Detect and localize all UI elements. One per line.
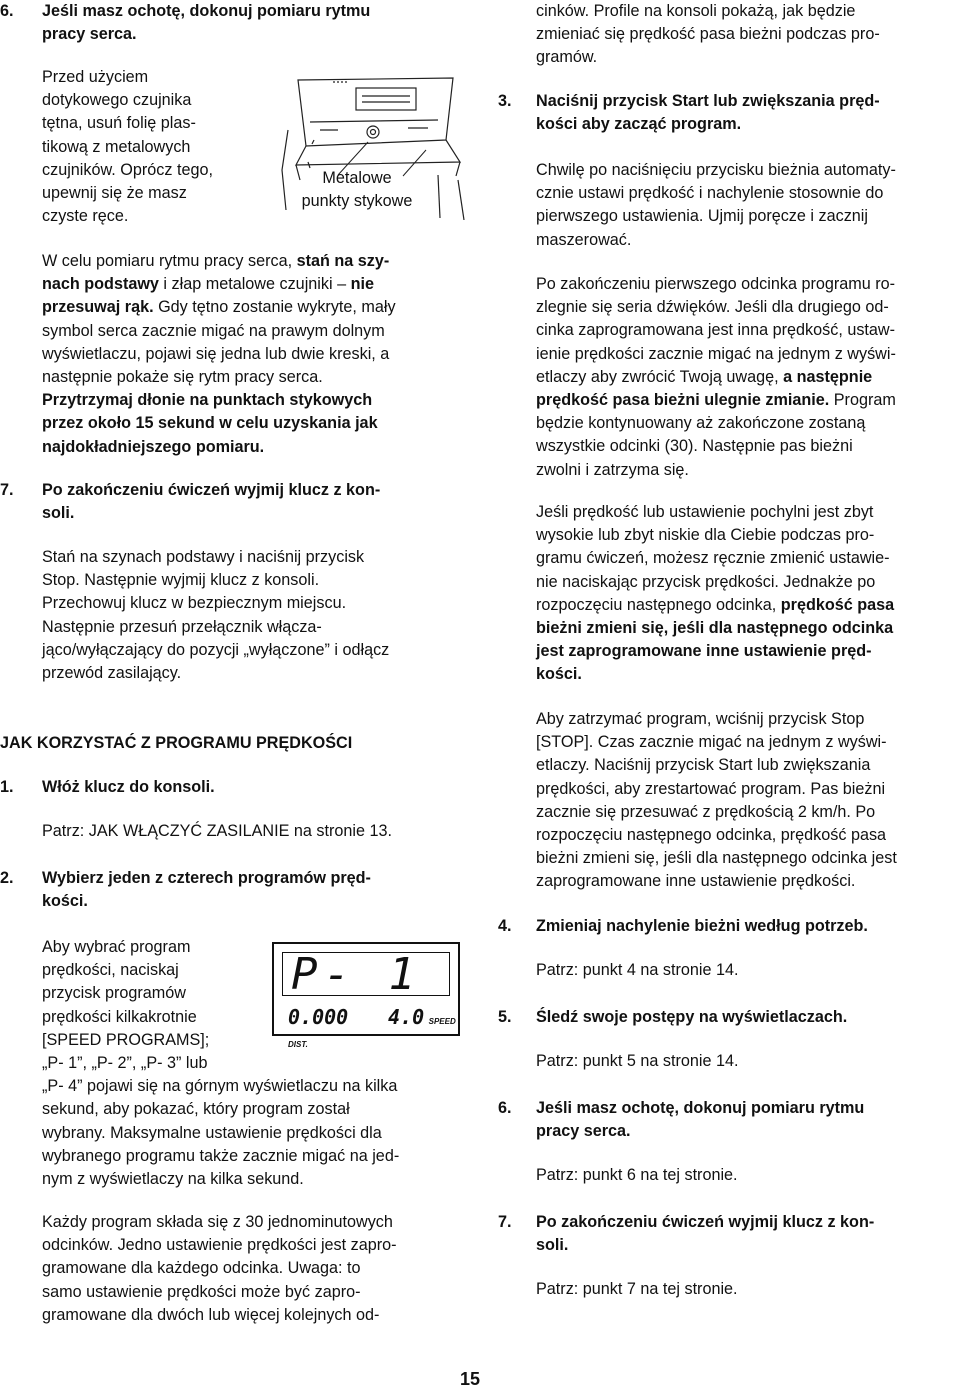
step-3-title-line: kości aby zacząć program. <box>536 115 742 134</box>
step-7-title <box>536 1211 874 1257</box>
text-line: jąco/wyłączający do pozycji „wyłączone” i odłącz <box>42 640 390 659</box>
text-line: etlaczy. Naciśnij przycisk Start lub zwiększania <box>536 756 871 775</box>
after-workout-instructions <box>42 546 389 685</box>
text-line: będzie kontynuowany aż zakończone zostaną <box>536 414 866 433</box>
bold-span: nie <box>350 275 374 294</box>
program-segments-note <box>42 1211 397 1327</box>
step-2-title-line: kości. <box>42 892 88 911</box>
item-6-title-line: pracy serca. <box>42 25 137 44</box>
bold-span: nach podstawy <box>42 275 159 294</box>
text-line <box>536 366 896 389</box>
text-line: wybranego programu także zacznie migać na jed- <box>42 1146 400 1165</box>
text-line: ienie prędkości zacznie migać na jednym z wyświ- <box>536 344 896 363</box>
text-line: jest zaprogramowane inne ustawienie pręd- <box>536 642 872 661</box>
text-line: następnie pokaże się rytm pracy serca. <box>42 368 323 387</box>
text-line: Każdy program składa się z 30 jednominutowych <box>42 1213 393 1231</box>
lcd-speed-value: 4.0 <box>388 1005 425 1029</box>
text-line: Aby zatrzymać program, wciśnij przycisk Stop <box>536 710 865 728</box>
text-line: Przytrzymaj dłonie na punktach stykowych <box>42 391 373 410</box>
step-4-title: Zmieniaj nachylenie bieżni według potrzeb. <box>536 917 868 935</box>
heart-rate-instructions <box>42 250 396 459</box>
lcd-speed <box>388 1004 460 1030</box>
step-7-number: 7. <box>498 1213 512 1231</box>
text-line <box>42 250 396 273</box>
text-line: tikową z metalowych <box>42 137 191 156</box>
text-line: „P- 4” pojawi się na górnym wyświetlaczu na kilka <box>42 1077 398 1096</box>
text-line: Chwilę po naciśnięciu przycisku bieżnia automaty- <box>536 161 896 179</box>
step-2-number: 2. <box>0 869 14 887</box>
text-line: maszerować. <box>536 230 632 249</box>
step-2-title-line: Wybierz jeden z czterech programów pręd- <box>42 869 371 887</box>
text-line: [SPEED PROGRAMS]; <box>42 1030 210 1049</box>
text-line: upewnij się że masz <box>42 184 187 203</box>
text-line: odcinków. Jedno ustawienie prędkości jest zapro- <box>42 1236 397 1255</box>
text-line: gramowane dla dwóch lub więcej kolejnych od- <box>42 1305 380 1324</box>
text-span: rozpoczęciu następnego odcinka, <box>536 595 781 614</box>
step-5-number: 5. <box>498 1008 512 1026</box>
item-6-title <box>42 0 370 46</box>
step-6-title <box>536 1097 864 1143</box>
step-7-reference: Patrz: punkt 7 na tej stronie. <box>536 1280 738 1298</box>
step-1-number: 1. <box>0 778 14 796</box>
page-number: 15 <box>460 1369 481 1389</box>
caption-line: punkty stykowe <box>301 192 413 211</box>
text-line: cinków. Profile na konsoli pokażą, jak będzie <box>536 2 856 20</box>
text-line: wszystkie odcinki (30). Następnie pas bieżni <box>536 437 853 456</box>
continued-paragraph <box>536 0 880 70</box>
text-line: prędkości kilkakrotnie <box>42 1007 197 1026</box>
text-line: cinka zaprogramowana jest inna prędkość, ustaw- <box>536 321 896 340</box>
text-line: Przechowuj klucz w bezpiecznym miejscu. <box>42 594 347 613</box>
text-line: kości. <box>536 665 582 684</box>
step-6-title-line: pracy serca. <box>536 1122 631 1141</box>
text-line: Stop. Następnie wyjmij klucz z konsoli. <box>42 571 320 590</box>
item-6-title-line: Jeśli masz ochotę, dokonuj pomiaru rytmu <box>42 2 371 20</box>
step-7-title-line: soli. <box>536 1236 569 1255</box>
text-line: wyświetlaczu, pojawi się jedna lub dwie kreski, a <box>42 344 390 363</box>
text-line: samo ustawienie prędkości może być zapro- <box>42 1282 361 1301</box>
text-line: Aby wybrać program <box>42 938 191 956</box>
text-line: rozpoczęciu następnego odcinka, prędkość pasa <box>536 826 887 845</box>
item-7-number: 7. <box>0 481 14 499</box>
step-3-title-line: Naciśnij przycisk Start lub zwiększania pręd- <box>536 92 880 110</box>
text-line: [STOP]. Czas zacznie migać na jednym z wyświ- <box>536 733 887 752</box>
text-span: Program <box>829 391 896 410</box>
item-7-title-line: soli. <box>42 504 75 523</box>
text-line <box>536 389 896 412</box>
text-line: bieżni zmieni się, jeśli dla następnego odcinka <box>536 619 894 638</box>
text-line: Jeśli prędkość lub ustawienie pochylni jest zbyt <box>536 503 874 521</box>
text-line: czujników. Oprócz tego, <box>42 160 213 179</box>
bold-span: stań na szy- <box>296 252 390 270</box>
step-3-title <box>536 90 880 136</box>
bold-span: a następnie <box>783 367 873 386</box>
manual-adjust-text <box>536 501 894 687</box>
text-line: przewód zasilający. <box>42 664 182 683</box>
text-line: zacznie się przesuwać z prędkością 2 km/h. Po <box>536 802 876 821</box>
text-line: „P- 1”, „P- 2”, „P- 3” lub <box>42 1054 208 1073</box>
text-line: prędkości, naciskaj <box>42 961 179 980</box>
item-7-title <box>42 479 380 525</box>
text-line: tętna, usuń folię plas- <box>42 114 196 133</box>
step-3-number: 3. <box>498 92 512 110</box>
lcd-distance-value: 0.000 <box>288 1005 349 1029</box>
text-line: cznie ustawi prędkość i nachylenie stosownie do <box>536 184 884 203</box>
text-line: pierwszego ustawienia. Ujmij poręcze i zacznij <box>536 207 868 226</box>
lcd-program-readout: P- 1 <box>291 949 421 1000</box>
text-line: zwolni i zatrzyma się. <box>536 460 689 479</box>
text-line: czyste ręce. <box>42 207 129 226</box>
text-line: prędkości, aby zrestartować program. Pas bieżni <box>536 779 886 798</box>
lcd-speed-label: SPEED <box>428 1017 456 1026</box>
text-span: W celu pomiaru rytmu pracy serca, <box>42 252 297 270</box>
text-line: przez około 15 sekund w celu uzyskania jak <box>42 414 378 433</box>
text-line: przycisk programów <box>42 984 186 1003</box>
text-line: sekund, aby pokazać, który program został <box>42 1100 350 1119</box>
text-line: najdokładniejszego pomiaru. <box>42 437 265 456</box>
step-5-title: Śledź swoje postępy na wyświetlaczach. <box>536 1008 848 1026</box>
step-4-number: 4. <box>498 917 512 935</box>
figure-caption <box>292 167 422 213</box>
text-span: Gdy tętno zostanie wykryte, mały <box>153 298 396 317</box>
text-line: Przed użyciem <box>42 68 149 86</box>
lcd-upper-segment <box>282 949 450 1000</box>
text-line: nym z wyświetlaczy na kilka sekund. <box>42 1170 304 1189</box>
pre-use-note <box>42 66 213 228</box>
caption-line: Metalowe <box>322 169 392 187</box>
lcd-display <box>272 942 460 1050</box>
text-span: i złap metalowe czujniki – <box>158 275 351 294</box>
item-6-number: 6. <box>0 2 14 20</box>
text-line: dotykowego czujnika <box>42 91 192 110</box>
bold-span: prędkość pasa <box>780 595 895 614</box>
text-line: gramowane dla każdego odcinka. Uwaga: to <box>42 1259 361 1278</box>
text-line: Następnie przesuń przełącznik włącza- <box>42 617 322 636</box>
text-line: Stań na szynach podstawy i naciśnij przycisk <box>42 548 365 566</box>
step-5-reference: Patrz: punkt 5 na stronie 14. <box>536 1052 739 1070</box>
text-line: zaprogramowane inne ustawienie prędkości. <box>536 872 856 891</box>
section-heading: JAK KORZYSTAĆ Z PROGRAMU PRĘDKOŚCI <box>0 734 353 752</box>
text-line: nie naciskając przycisk prędkości. Jednakże po <box>536 572 876 591</box>
step-2-title <box>42 867 371 913</box>
lcd-distance-label: DIST. <box>288 1040 308 1050</box>
step-6-number: 6. <box>498 1099 512 1117</box>
step-4-reference: Patrz: punkt 4 na stronie 14. <box>536 961 739 979</box>
text-line: bieżni zmieni się, jeśli dla następnego odcinka jest <box>536 849 897 868</box>
step-1-title: Włóż klucz do konsoli. <box>42 778 215 796</box>
bold-span: prędkość pasa bieżni ulegnie zmianie. <box>536 391 830 410</box>
start-program-text <box>536 159 896 252</box>
item-7-title-line: Po zakończeniu ćwiczeń wyjmij klucz z kon- <box>42 481 381 499</box>
text-line: wysokie lub zbyt niskie dla Ciebie podczas pro- <box>536 526 875 545</box>
text-line: gramu ćwiczeń, możesz ręcznie zmienić ustawie- <box>536 549 890 568</box>
text-line: zlegnie się seria dźwięków. Jeśli dla drugiego od- <box>536 298 889 317</box>
step-6-title-line: Jeśli masz ochotę, dokonuj pomiaru rytmu <box>536 1099 865 1117</box>
lcd-distance <box>288 1004 368 1050</box>
text-line <box>42 273 396 296</box>
text-line: gramów. <box>536 48 598 67</box>
step-6-reference: Patrz: punkt 6 na tej stronie. <box>536 1166 738 1184</box>
text-line: zmieniać się prędkość pasa bieżni podczas pro- <box>536 25 880 44</box>
stop-program-text <box>536 708 897 894</box>
bold-span: przesuwaj rąk. <box>42 298 154 317</box>
text-line <box>536 594 894 617</box>
text-line: symbol serca zacznie migać na prawym dolnym <box>42 321 385 340</box>
text-span: etlaczy aby zwrócić Twoją uwagę, <box>536 367 784 386</box>
text-line: wybrany. Maksymalne ustawienie prędkości dla <box>42 1123 382 1142</box>
segment-change-text <box>536 273 896 482</box>
text-line: Po zakończeniu pierwszego odcinka programu ro- <box>536 275 896 293</box>
step-1-reference: Patrz: JAK WŁĄCZYĆ ZASILANIE na stronie 13. <box>42 822 392 840</box>
text-line <box>42 296 396 319</box>
step-7-title-line: Po zakończeniu ćwiczeń wyjmij klucz z kon- <box>536 1213 875 1231</box>
